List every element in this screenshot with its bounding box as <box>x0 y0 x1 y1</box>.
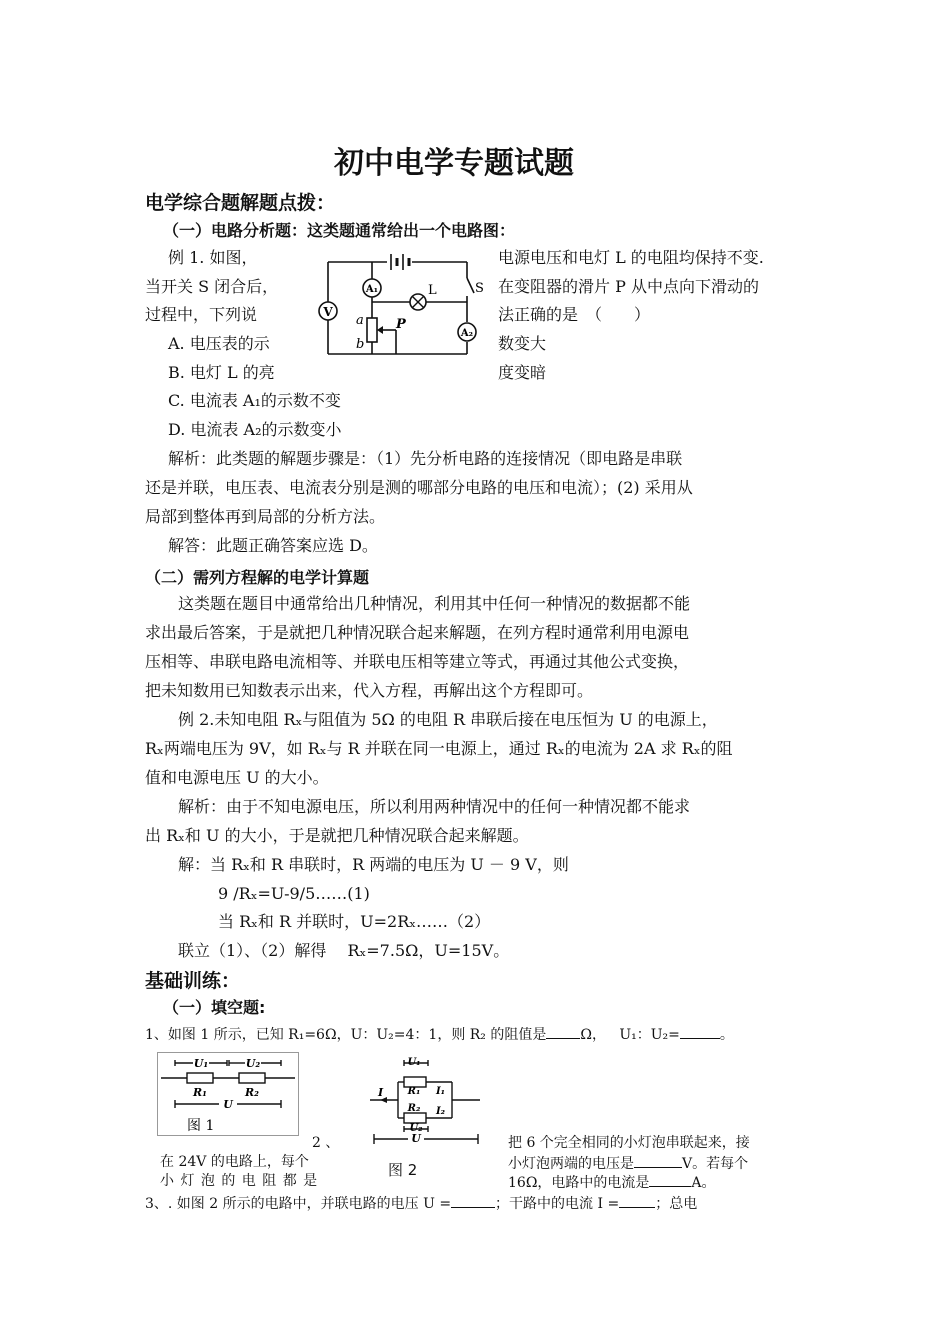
q2-number: 2 、 <box>312 1135 340 1151</box>
ex1-analysis-line1: 解析：此类题的解题步骤是：（1）先分析电路的连接情况（即电路是串联 <box>168 449 683 468</box>
fig1-u-label: U <box>223 1098 233 1111</box>
battery-icon <box>391 254 409 270</box>
ex1-option-c: C. 电流表 A₁的示数不变 <box>168 391 341 410</box>
q1-text-d: 。 <box>719 1027 734 1043</box>
q2-line3-right <box>508 1172 716 1192</box>
q2-text-f: 16Ω，电路中的电流是 <box>508 1175 650 1191</box>
ex2-solution-line3: 当 Rₓ和 R 并联时，U=2Rₓ……（2） <box>218 912 491 931</box>
ex1-option-b-left: B. 电灯 L 的亮 <box>168 363 275 382</box>
ex2-analysis-line2: 出 Rₓ和 U 的大小，于是就把几种情况联合起来解题。 <box>145 826 529 845</box>
ammeter-a1-label: A₁ <box>365 284 379 295</box>
q2-blank-1[interactable] <box>634 1153 682 1168</box>
q1-blank-1[interactable] <box>546 1024 580 1039</box>
ex2-line1: 例 2.未知电阻 Rₓ与阻值为 5Ω 的电阻 R 串联后接在电压恒为 U 的电源上， <box>178 710 718 729</box>
voltmeter-label: V <box>323 305 333 319</box>
part2-para-line1: 这类题在题目中通常给出几种情况，利用其中任何一种情况的数据都不能 <box>178 594 691 613</box>
rheostat-end-b-label: b <box>356 337 365 352</box>
ex2-line2: Rₓ两端电压为 9V，如 Rₓ与 R 并联在同一电源上，通过 Rₓ的电流为 2A 求 Rₓ的阻 <box>145 739 733 758</box>
ex1-line2-left: 当开关 S 闭合后， <box>145 277 279 296</box>
lamp-icon <box>410 283 437 310</box>
fig1-u2-label: U₂ <box>245 1057 261 1070</box>
ex1-line2-right: 在变阻器的滑片 P 从中点向下滑动的 <box>498 277 759 296</box>
q3-blank-2[interactable] <box>619 1193 655 1208</box>
q2-line2-right <box>508 1153 748 1173</box>
ex1-line1-right: 电源电压和电灯 L 的电阻均保持不变. <box>498 248 764 267</box>
part-heading-circuit-analysis: （一）电路分析题：这类题通常给出一个电路图： <box>163 221 516 240</box>
part2-para-line3: 压相等、串联电路电流相等、并联电压相等建立等式，再通过其他公式变换， <box>145 652 690 671</box>
fig2-caption: 图 2 <box>388 1161 418 1179</box>
q1-text-c: U₁：U₂= <box>619 1027 680 1043</box>
part-heading-fill-blank: （一）填空题: <box>163 998 266 1017</box>
q3-text-b: ；干路中的电流 I = <box>495 1196 620 1212</box>
fig2-u1-label: U₁ <box>407 1057 421 1068</box>
ex1-analysis-line3: 局部到整体再到局部的分析方法。 <box>145 507 386 526</box>
ex2-analysis-line1: 解析：由于不知电源电压，所以利用两种情况中的任何一种情况都不能求 <box>178 797 691 816</box>
ammeter-a1-icon <box>363 279 381 297</box>
ex2-line3: 值和电源电压 U 的大小。 <box>145 768 329 787</box>
page-title: 初中电学专题试题 <box>334 146 574 181</box>
ex1-line3-right: 法正确的是 （ ） <box>498 305 651 324</box>
ex2-solution-line2: 9 /Rₓ=U-9/5……(1) <box>218 884 370 903</box>
fig2-r1-label: R₁ <box>407 1086 421 1097</box>
question-1 <box>145 1024 734 1044</box>
fig2-u-label: U <box>411 1132 421 1145</box>
fig2-i-label: I <box>378 1086 384 1099</box>
ex1-answer: 解答：此题正确答案应选 D。 <box>168 536 378 555</box>
ex1-line3-left: 过程中，下列说 <box>145 305 258 324</box>
fig1-caption: 图 1 <box>187 1118 215 1134</box>
voltmeter-icon <box>319 302 337 320</box>
q2-line2: 在 24V 的电路上，每个 <box>160 1154 309 1170</box>
q2-blank-2[interactable] <box>649 1172 691 1187</box>
section-heading-tips: 电学综合题解题点拨： <box>145 192 336 214</box>
q1-blank-2[interactable] <box>680 1024 720 1039</box>
q2-text-d: V。若每个 <box>682 1156 749 1172</box>
switch-label: S <box>475 281 484 296</box>
q2-line3: 小 灯 泡 的 电 阻 都 是 <box>160 1173 318 1189</box>
fig2-r2-label: R₂ <box>407 1103 421 1114</box>
question-3 <box>145 1193 697 1213</box>
ex1-option-a-right: 数变大 <box>498 334 547 353</box>
rheostat-icon <box>356 313 407 352</box>
fig2-i1-label: I₁ <box>436 1086 446 1097</box>
fig1-r2-label: R₂ <box>245 1086 259 1099</box>
q1-text-a: 1、如图 1 所示，已知 R₁=6Ω，U：U₂=4：1，则 R₂ 的阻值是 <box>145 1027 547 1043</box>
ex1-option-d: D. 电流表 A₂的示数变小 <box>168 420 342 439</box>
q2-line1: 把 6 个完全相同的小灯泡串联起来，接 <box>508 1135 750 1151</box>
rheostat-end-a-label: a <box>356 313 364 328</box>
ex1-line1-left: 例 1. 如图， <box>168 248 258 267</box>
q3-blank-1[interactable] <box>451 1193 495 1208</box>
ex1-option-b-right: 度变暗 <box>498 363 547 382</box>
ex2-solution-line4: 联立（1）、（2）解得 Rₓ=7.5Ω，U=15V。 <box>178 941 510 960</box>
q2-text-c: 小灯泡两端的电压是 <box>508 1156 634 1172</box>
ammeter-a2-label: A₂ <box>460 328 474 339</box>
q2-text-g: A。 <box>691 1175 716 1191</box>
fig2-u2-label: U₂ <box>409 1123 423 1134</box>
ammeter-a2-icon <box>458 323 476 341</box>
part-heading-equations: （二）需列方程解的电学计算题 <box>145 568 370 587</box>
part2-para-line4: 把未知数用已知数表示出来，代入方程，再解出这个方程即可。 <box>145 681 594 700</box>
q1-text-b: Ω， <box>580 1027 606 1043</box>
fig1-r1-label: R₁ <box>193 1086 207 1099</box>
fig1-u1-label: U₁ <box>193 1057 209 1070</box>
q3-text-c: ；总电 <box>655 1196 698 1212</box>
q3-text-a: 3、. 如图 2 所示的电路中，并联电路的电压 U = <box>145 1196 452 1212</box>
ex1-option-a-left: A. 电压表的示 <box>168 334 270 353</box>
ex1-analysis-line2: 还是并联，电压表、电流表分别是测的哪部分电路的电压和电流）；(2) 采用从 <box>145 478 693 497</box>
section-heading-basic-training: 基础训练： <box>145 970 241 992</box>
circuit-diagram-example1 <box>312 250 492 365</box>
slider-label: P <box>396 317 406 332</box>
lamp-label: L <box>428 283 437 298</box>
figure-2-parallel-circuit <box>368 1052 486 1148</box>
ex2-solution-line1: 解：当 Rₓ和 R 串联时，R 两端的电压为 U － 9 V，则 <box>178 855 569 874</box>
part2-para-line2: 求出最后答案，于是就把几种情况联合起来解题，在列方程时通常利用电源电 <box>145 623 690 642</box>
figure-1-series-circuit <box>157 1052 299 1136</box>
fig2-i2-label: I₂ <box>436 1106 446 1117</box>
